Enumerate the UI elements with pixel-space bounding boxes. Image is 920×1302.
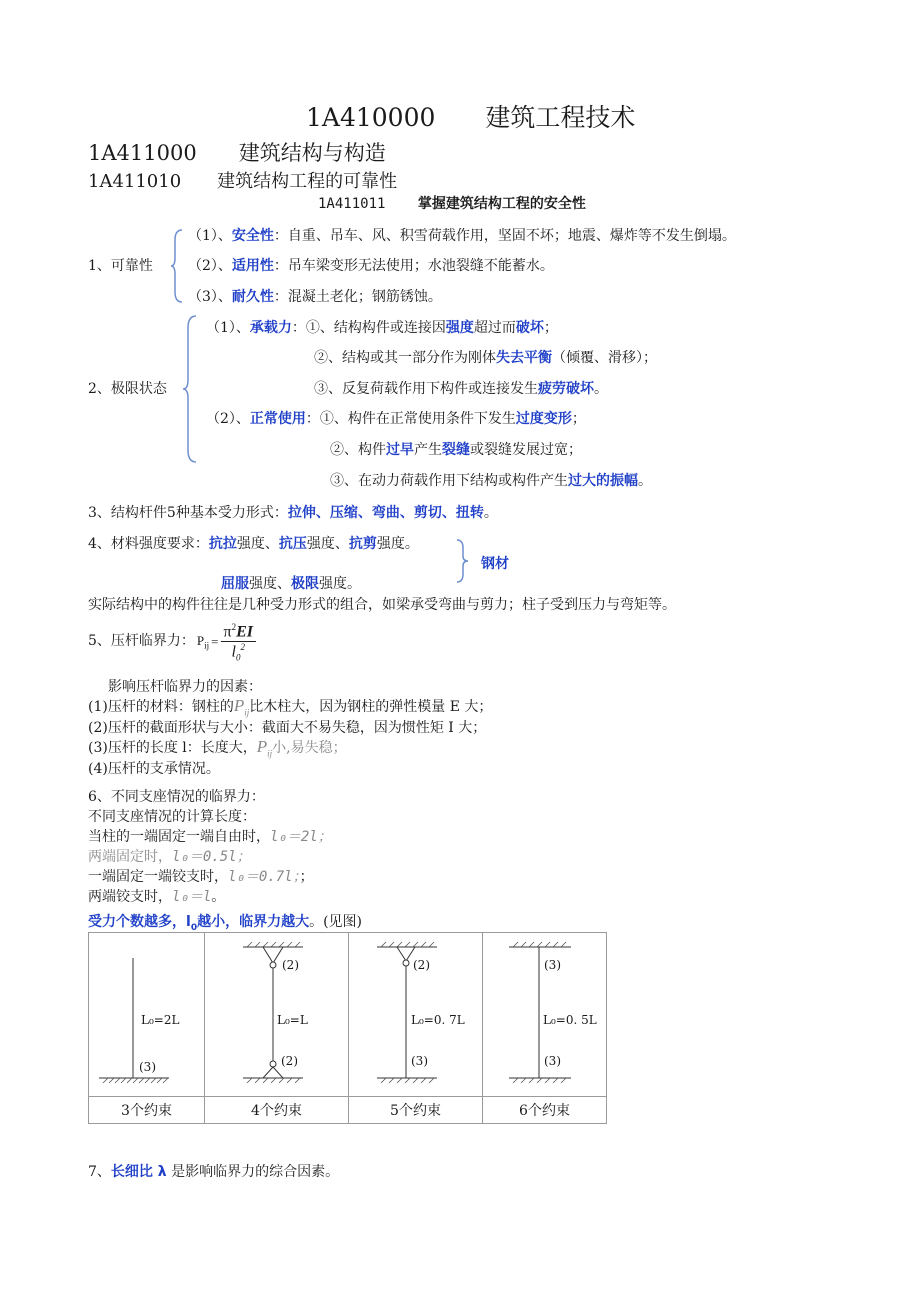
bearing-item-3 [314, 378, 608, 398]
normal-key: 正常使用 [249, 411, 306, 427]
strength-row-2 [221, 573, 361, 593]
compressive-key: 抗压 [278, 536, 307, 552]
support-case-2-formula: l₀＝0.5l； [172, 849, 251, 865]
critical-force-row [88, 619, 256, 665]
safety-text: ：自重、吊车、风、积雪荷载作用，坚固不坏；地震、爆炸等不发生倒塌。 [273, 228, 736, 244]
bearing-item-2 [314, 347, 657, 367]
limit-state-brace [182, 314, 198, 464]
caption-cell-4: 6个约束 [483, 1097, 607, 1124]
bearing-colon: ： [291, 320, 306, 336]
main-title: 1A410000 建筑工程技术 [306, 103, 636, 132]
bearing-item-1-a: ①、结构构件或连接因 [305, 320, 446, 336]
figure-row [89, 933, 607, 1097]
strength-label: 4、材料强度要求： [88, 536, 209, 552]
applicability-row [188, 255, 554, 275]
support-case-1-formula: l₀＝2l； [270, 829, 332, 845]
support-case-2: 两端固定时，l₀＝0.5l； [88, 849, 251, 865]
slenderness-text: 是影响临界力的综合因素。 [166, 1164, 340, 1180]
durability-prefix: （3）、 [188, 289, 232, 305]
forces-key: 拉伸、压缩、弯曲、剪切、扭转 [287, 505, 484, 521]
strength-t1: 强度、 [236, 536, 279, 552]
applicability-key: 适用性 [231, 258, 274, 274]
bearing-row [206, 317, 558, 337]
support-case-1: 当柱的一端固定一端自由时，l₀＝2l； [88, 829, 332, 845]
bearing-item-3-a: ③、反复荷载作用下构件或连接发生 [314, 381, 538, 397]
bottom-constraint-2: (2) [281, 1054, 298, 1068]
bearing-prefix: （1）、 [206, 320, 250, 336]
factors-intro: 影响压杆临界力的因素： [108, 679, 262, 695]
figure-cell-2 [205, 933, 349, 1097]
strength-t5: 强度。 [319, 576, 361, 592]
factor-2: (2)压杆的截面形状与大小：截面大不易失稳，因为惯性矩 I 大； [88, 720, 487, 736]
factor-3: (3)压杆的长度 l：长度大，$P_{ij}$小,易失稳； [88, 737, 347, 759]
summary-row [88, 911, 362, 933]
safety-prefix: （1）、 [188, 228, 232, 244]
figure-cell-3 [349, 933, 483, 1097]
bearing-item-1-b: 超过而 [473, 320, 516, 336]
normal-colon: ： [305, 411, 320, 427]
factor-4: (4)压杆的支承情况。 [88, 761, 220, 777]
supports-subtitle: 不同支座情况的计算长度： [88, 809, 256, 825]
durability-text: ：混凝土老化；钢筋锈蚀。 [273, 289, 442, 305]
length-label-2: L₀=L [277, 1013, 308, 1027]
normal-item-1-key: 过度变形 [515, 411, 572, 427]
bottom-constraint-3: (3) [411, 1054, 428, 1068]
normal-row [206, 408, 586, 428]
bearing-item-1-key2: 破坏 [515, 320, 544, 336]
normal-item-2-c: 或裂缝发展过宽； [470, 442, 582, 458]
normal-item-1-a: ①、构件在正常使用条件下发生 [319, 411, 516, 427]
bottom-constraint-1: (3) [139, 1060, 156, 1074]
bearing-item-3-b: 。 [594, 381, 608, 397]
critical-force-label: 5、压杆临界力： [88, 633, 195, 649]
length-label-4: L₀=0. 5L [543, 1013, 597, 1027]
summary-key-2: 越小，临界力越大 [197, 914, 310, 930]
topic-text: 掌握建筑结构工程的安全性 [417, 196, 586, 212]
section-title: 1A411000 建筑结构与构造 [88, 141, 386, 165]
supports-title: 6、不同支座情况的临界力： [88, 789, 265, 805]
normal-item-2-b: 产生 [414, 442, 442, 458]
durability-key: 耐久性 [231, 289, 274, 305]
normal-item-1-b: ； [571, 411, 586, 427]
applicability-prefix: （2）、 [188, 258, 232, 274]
combination-text: 实际结构中的构件往往是几种受力形式的组合，如梁承受弯曲与剪力；柱子受到压力与弯矩等。 [88, 597, 676, 613]
bottom-constraint-4: (3) [544, 1054, 561, 1068]
normal-item-2 [330, 439, 582, 459]
applicability-text: ：吊车梁变形无法使用；水池裂缝不能蓄水。 [273, 258, 554, 274]
forces-label: 3、结构杆件5种基本受力形式： [88, 505, 288, 521]
support-case-3-formula: l₀＝0.7l； [228, 869, 300, 885]
bearing-item-2-b: （倾覆、滑移）； [552, 350, 657, 366]
fraction-denominator: $l_0^2$ [231, 641, 245, 663]
shear-key: 抗剪 [348, 536, 377, 552]
safety-row [188, 225, 736, 245]
pij-symbol: $P_{ij}$ [196, 633, 210, 651]
normal-item-3-key: 过大的振幅 [568, 473, 638, 489]
support-case-4: 两端铰支时，l₀＝l。 [88, 889, 226, 905]
summary-end: 。(见图) [309, 914, 363, 930]
factor-1-pij: $P_{ij}$ [233, 696, 250, 718]
topic-code: 1A411011 [318, 196, 386, 212]
reliability-brace [170, 228, 184, 304]
subsection-title: 1A411010 建筑结构工程的可靠性 [88, 171, 398, 192]
strength-t4: 强度、 [249, 576, 291, 592]
factor-3-pij: $P_{ij}$ [256, 737, 273, 759]
normal-item-2-a: ②、构件 [330, 442, 386, 458]
bearing-item-2-a: ②、结构或其一部分作为刚体 [314, 350, 496, 366]
length-label-1: L₀=2L [141, 1013, 180, 1027]
limit-state-label: 2、极限状态 [88, 381, 167, 397]
fraction-numerator: $\pi^2EI$ [221, 622, 256, 642]
normal-item-3-a: ③、在动力荷载作用下结构或构件产生 [330, 473, 568, 489]
tensile-key: 抗拉 [208, 536, 237, 552]
equals-sign: = [211, 634, 219, 649]
bearing-item-1-key1: 强度 [445, 320, 474, 336]
forces-end: 。 [483, 505, 498, 521]
steel-brace [455, 538, 469, 584]
support-case-4-formula: l₀＝l [172, 889, 212, 905]
slenderness-prefix: 7、 [88, 1164, 111, 1180]
support-diagram-table [88, 932, 607, 1124]
slenderness-row [88, 1161, 339, 1181]
summary-key-1: 受力个数越多，$l_0$ [88, 914, 198, 933]
forces-row [88, 502, 498, 522]
length-label-3: L₀=0. 7L [411, 1013, 465, 1027]
strength-row-1 [88, 533, 419, 553]
slenderness-key: 长细比 λ [110, 1164, 167, 1180]
top-constraint-2: (2) [282, 958, 299, 972]
top-constraint-3: (2) [413, 958, 430, 972]
figure-cell-4 [483, 933, 607, 1097]
factor-1: (1)压杆的材料：钢柱的$P_{ij}$比木柱大，因为钢柱的弹性模量 E 大； [88, 696, 493, 718]
steel-label: 钢材 [481, 556, 509, 572]
bearing-key: 承载力 [249, 320, 292, 336]
reliability-label: 1、可靠性 [88, 258, 153, 274]
strength-t2: 强度、 [306, 536, 349, 552]
normal-item-3 [330, 470, 652, 490]
normal-item-2-key1: 过早 [386, 442, 414, 458]
bearing-item-2-key: 失去平衡 [496, 350, 552, 366]
normal-prefix: （2）、 [206, 411, 250, 427]
normal-item-3-b: 。 [638, 473, 652, 489]
bearing-item-1-c: ； [543, 320, 558, 336]
bearing-item-3-key: 疲劳破坏 [538, 381, 594, 397]
top-constraint-4: (3) [544, 958, 561, 972]
caption-cell-3: 5个约束 [349, 1097, 483, 1124]
figure-cell-1 [89, 933, 205, 1097]
caption-cell-1: 3个约束 [89, 1097, 205, 1124]
ultimate-key: 极限 [291, 576, 319, 592]
caption-row [89, 1097, 607, 1124]
durability-row [188, 286, 442, 306]
yield-key: 屈服 [221, 576, 249, 592]
topic-heading [318, 193, 586, 213]
strength-t3: 强度。 [376, 536, 419, 552]
caption-cell-2: 4个约束 [205, 1097, 349, 1124]
critical-force-fraction [221, 622, 256, 663]
support-case-3: 一端固定一端铰支时，l₀＝0.7l；； [88, 869, 314, 885]
normal-item-2-key2: 裂缝 [442, 442, 470, 458]
safety-key: 安全性 [231, 228, 274, 244]
